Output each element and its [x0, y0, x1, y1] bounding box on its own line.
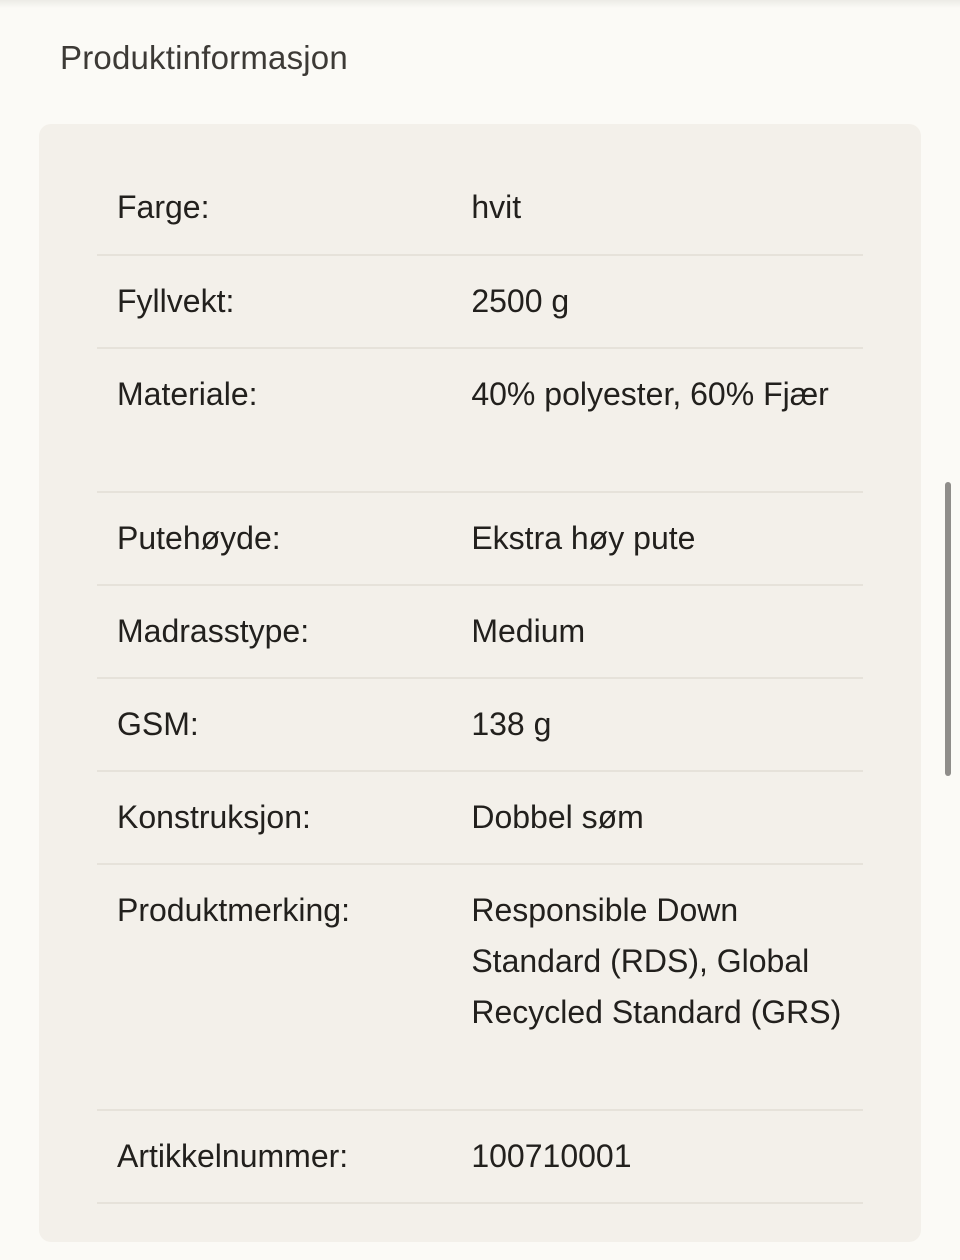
table-row [97, 255, 863, 348]
spec-value: 100710001 [471, 1110, 863, 1203]
table-row [97, 771, 863, 864]
spec-value: 138 g [471, 678, 863, 771]
spec-value: hvit [471, 124, 863, 255]
table-row [97, 492, 863, 585]
top-edge-shadow [0, 0, 960, 8]
table-row [97, 678, 863, 771]
spec-label: Materiale: [97, 348, 471, 492]
table-row [97, 1110, 863, 1203]
spec-value: Medium [471, 585, 863, 678]
spec-label: GSM: [97, 678, 471, 771]
product-info-card [39, 124, 921, 1242]
spec-label: Artikkelnummer: [97, 1110, 471, 1203]
table-row [97, 864, 863, 1110]
table-row [97, 585, 863, 678]
spec-label: Fyllvekt: [97, 255, 471, 348]
spec-value: Ekstra høy pute [471, 492, 863, 585]
spec-value: 40% polyester, 60% Fjær [471, 348, 863, 492]
spec-label: Farge: [97, 124, 471, 255]
section-title: Produktinformasjon [60, 39, 348, 76]
product-info-table [97, 124, 863, 1204]
spec-label: Putehøyde: [97, 492, 471, 585]
spec-value: Responsible Down Standard (RDS), Global Recycled Standard (GRS) [471, 864, 863, 1110]
table-row [97, 124, 863, 255]
spec-label: Produktmerking: [97, 864, 471, 1110]
table-row [97, 348, 863, 492]
spec-label: Madrasstype: [97, 585, 471, 678]
spec-label: Konstruksjon: [97, 771, 471, 864]
spec-value: Dobbel søm [471, 771, 863, 864]
spec-value: 2500 g [471, 255, 863, 348]
scrollbar-thumb[interactable] [945, 482, 951, 776]
